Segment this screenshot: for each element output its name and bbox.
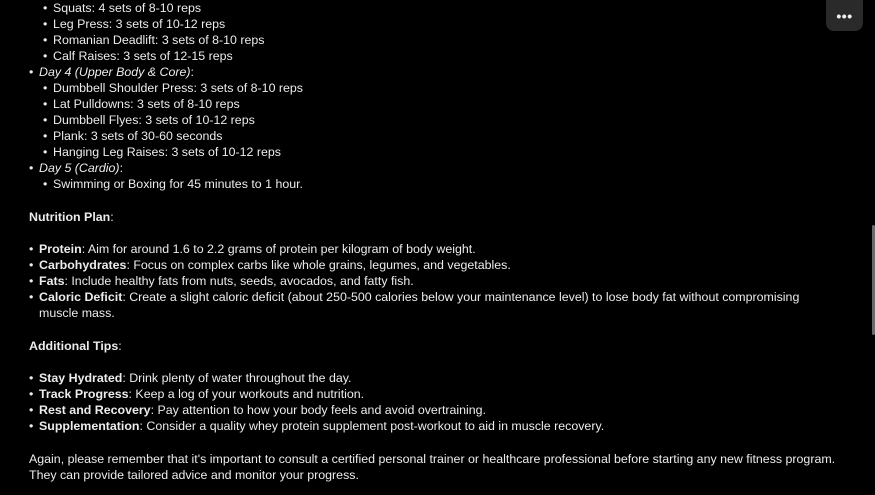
bullet-icon: • [29, 403, 34, 417]
description: : Drink plenty of water throughout the day. [122, 371, 352, 385]
term: Carbohydrates [39, 258, 127, 272]
list-item [43, 0, 201, 16]
term: Fats [39, 274, 65, 288]
list-item [43, 176, 303, 192]
description: : Aim for around 1.6 to 2.2 grams of protein per kilogram of body weight. [81, 242, 476, 256]
exercise-text: Swimming or Boxing for 45 minutes to 1 hour. [53, 177, 303, 191]
description: : Create a slight caloric deficit (about 250-500 calories below your maintenance level) to lose body fat without compromising [122, 290, 800, 304]
bullet-icon: • [29, 387, 34, 401]
colon: : [110, 210, 114, 224]
bullet-icon: • [43, 97, 48, 111]
more-options-button[interactable] [826, 0, 863, 31]
day4-title: Day 4 (Upper Body & Core) [39, 65, 191, 79]
list-item [43, 16, 225, 32]
list-item [29, 402, 486, 418]
day5-title: Day 5 (Cardio) [39, 161, 120, 175]
term: Stay Hydrated [39, 371, 123, 385]
exercise-text: Hanging Leg Raises: 3 sets of 10-12 reps [53, 145, 281, 159]
bullet-icon: • [43, 177, 48, 191]
exercise-text: Lat Pulldowns: 3 sets of 8-10 reps [53, 97, 240, 111]
bullet-icon: • [43, 81, 48, 95]
bullet-icon: • [29, 290, 34, 304]
day-heading [29, 64, 194, 80]
list-item [43, 112, 255, 128]
exercise-text: Dumbbell Shoulder Press: 3 sets of 8-10 reps [53, 81, 304, 95]
exercise-text: Calf Raises: 3 sets of 12-15 reps [53, 49, 233, 63]
term: Caloric Deficit [39, 290, 123, 304]
ellipsis-icon: ••• [836, 7, 853, 24]
list-item [43, 80, 303, 96]
description: : Pay attention to how your body feels and avoid overtraining. [150, 403, 487, 417]
exercise-text: Romanian Deadlift: 3 sets of 8-10 reps [53, 33, 265, 47]
bullet-icon: • [43, 113, 48, 127]
bullet-icon: • [43, 33, 48, 47]
bullet-icon: • [29, 258, 34, 272]
bullet-icon: • [43, 145, 48, 159]
colon: : [190, 65, 194, 79]
tips-heading: Additional Tips [29, 339, 119, 353]
list-item [29, 418, 604, 434]
list-item [43, 128, 222, 144]
description-continuation: muscle mass. [39, 306, 115, 320]
list-item [29, 289, 799, 305]
description: : Consider a quality whey protein supplement post-workout to aid in muscle recovery. [139, 419, 605, 433]
term: Protein [39, 242, 82, 256]
bullet-icon: • [29, 161, 34, 175]
bullet-icon: • [43, 1, 48, 15]
closing-text: Again, please remember that it's important to consult a certified personal trainer or healthcare professional before starting any new fitness program. [29, 452, 836, 466]
bullet-icon: • [29, 65, 34, 79]
list-item [29, 370, 351, 386]
list-item [29, 241, 476, 257]
closing-paragraph-line [29, 451, 835, 467]
bullet-icon: • [43, 129, 48, 143]
term: Track Progress [39, 387, 129, 401]
colon: : [118, 339, 122, 353]
colon: : [119, 161, 124, 175]
exercise-text: Leg Press: 3 sets of 10-12 reps [53, 17, 226, 31]
list-item [29, 257, 511, 273]
list-item [43, 32, 264, 48]
bullet-icon: • [29, 419, 34, 433]
bullet-icon: • [29, 274, 34, 288]
closing-text: They can provide tailored advice and monitor your progress. [29, 468, 359, 482]
term: Rest and Recovery [39, 403, 151, 417]
exercise-text: Dumbbell Flyes: 3 sets of 10-12 reps [53, 113, 255, 127]
section-heading [29, 209, 114, 225]
closing-paragraph-line [29, 467, 359, 483]
bullet-icon: • [29, 242, 34, 256]
section-heading [29, 338, 122, 354]
list-item [43, 96, 240, 112]
list-item [29, 386, 364, 402]
description: : Focus on complex carbs like whole grains, legumes, and vegetables. [126, 258, 511, 272]
bullet-icon: • [43, 49, 48, 63]
bullet-icon: • [29, 371, 34, 385]
exercise-text: Squats: 4 sets of 8-10 reps [53, 1, 202, 15]
term: Supplementation [39, 419, 140, 433]
list-item [29, 273, 414, 289]
description: : Include healthy fats from nuts, seeds, avocados, and fatty fish. [64, 274, 414, 288]
description: : Keep a log of your workouts and nutrition. [128, 387, 365, 401]
list-item [43, 144, 281, 160]
list-item-continuation [39, 305, 115, 321]
list-item [43, 48, 233, 64]
exercise-text: Plank: 3 sets of 30-60 seconds [53, 129, 223, 143]
bullet-icon: • [43, 17, 48, 31]
nutrition-heading: Nutrition Plan [29, 210, 111, 224]
day-heading [29, 160, 123, 176]
